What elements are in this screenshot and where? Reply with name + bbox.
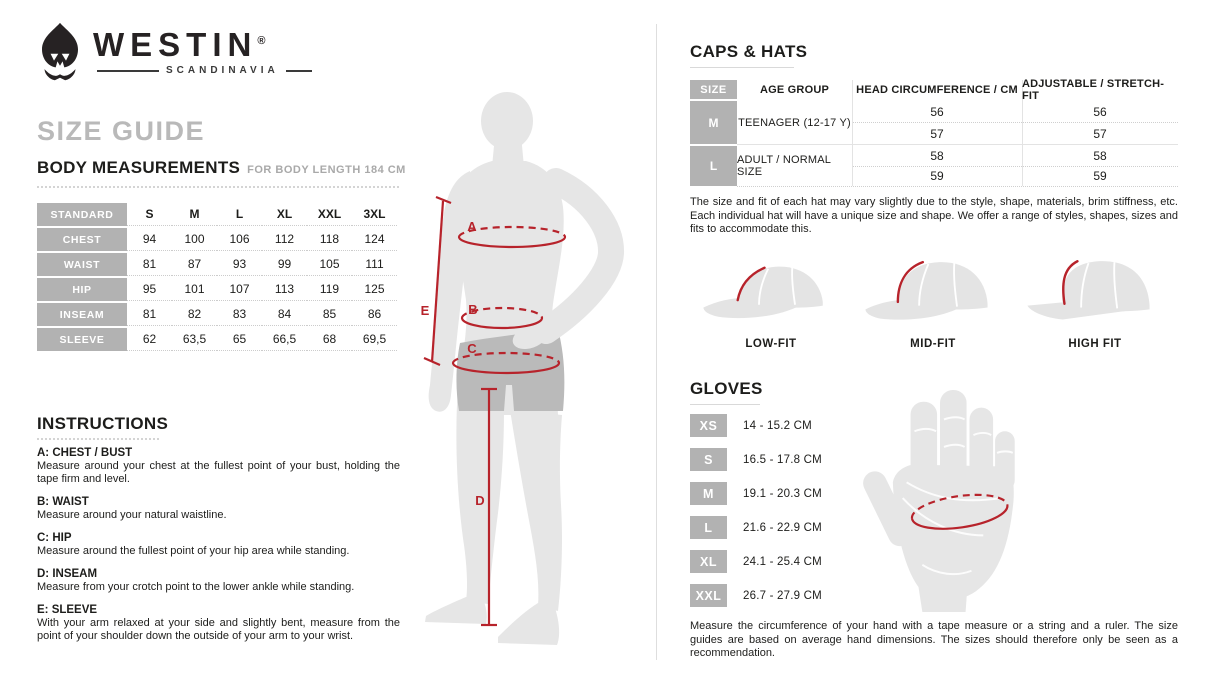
bm-header-xxl: XXL [307,203,352,226]
glove-size-badge: XXL [690,584,727,607]
bm-cell: 105 [307,253,352,276]
body-measurements-table [37,203,397,351]
bm-cell: 66,5 [262,328,307,351]
body-measurements-subtitle: FOR BODY LENGTH 184 CM [247,164,406,176]
bm-cell: 125 [352,278,397,301]
bm-row-hip-label: HIP [37,278,127,301]
bm-cell: 93 [217,253,262,276]
bm-cell: 87 [172,253,217,276]
ch-size-l: L [690,146,737,186]
glove-size-badge: M [690,482,727,505]
bm-cell: 107 [217,278,262,301]
instruction-chest [37,447,400,486]
cap-fit-label: HIGH FIT [1068,338,1122,350]
cap-fit-high [1014,252,1176,350]
column-divider [656,24,657,660]
bm-header-l: L [217,203,262,226]
bm-cell: 106 [217,228,262,251]
bm-row-sleeve-label: SLEEVE [37,328,127,351]
instruction-text: Measure around the fullest point of your hip area while standing. [37,545,350,557]
instruction-text: With your arm relaxed at your side and slightly bent, measure from the point of your shoulder down the outside of your arm to your wrist. [37,617,400,642]
gloves-note: Measure the circumference of your hand with a tape measure or a string and a ruler. The size guides are based on average hand dimensions. The sizes should therefore only be seen as a recommendation. [690,620,1178,659]
caps-hats-title: CAPS & HATS [690,42,808,61]
bm-cell: 84 [262,303,307,326]
bm-row-inseam-label: INSEAM [37,303,127,326]
ch-age-adult: ADULT / NORMAL SIZE [737,146,852,186]
marker-b: B [468,302,478,317]
bm-cell: 99 [262,253,307,276]
instruction-label: E: SLEEVE [37,604,98,616]
glove-size-badge: S [690,448,727,471]
low-fit-cap-icon [701,252,841,331]
bm-cell: 81 [127,303,172,326]
body-measurements-title: BODY MEASUREMENTS [37,158,241,177]
ch-value: 56 [1093,104,1107,119]
ch-value: 56 [930,104,944,119]
cap-fit-label: LOW-FIT [745,338,797,350]
bm-cell: 94 [127,228,172,251]
bm-cell: 86 [352,303,397,326]
bm-row-chest-label: CHEST [37,228,127,251]
bm-cell: 100 [172,228,217,251]
glove-row-s [690,448,822,471]
bm-cell: 65 [217,328,262,351]
marker-c: C [467,341,477,356]
page-title: SIZE GUIDE [37,116,206,146]
glove-row-xxl [690,584,822,607]
ch-header-age-group: AGE GROUP [759,83,830,96]
caps-hats-rule [690,67,794,68]
cap-fits-row [690,252,1178,350]
instruction-text: Measure from your crotch point to the lower ankle while standing. [37,581,355,593]
instruction-label: A: CHEST / BUST [37,447,133,459]
caps-hats-table [690,77,1178,187]
body-measurements-heading [37,158,406,178]
instruction-label: C: HIP [37,532,72,544]
instructions-list [37,447,400,653]
glove-size-range: 19.1 - 20.3 CM [743,487,822,500]
instruction-sleeve [37,604,400,643]
cap-fit-low [690,252,852,350]
registered-mark: ® [257,35,266,47]
glove-size-badge: XS [690,414,727,437]
glove-row-l [690,516,822,539]
marker-e: E [420,303,430,318]
brand-name: WESTIN [93,26,258,63]
body-measurements-rule [37,186,399,188]
westin-spearhead-icon [35,22,85,87]
instructions-rule [37,438,159,440]
cap-fit-label: MID-FIT [910,338,956,350]
brand-subtitle: SCANDINAVIA [166,65,279,76]
bm-header-xl: XL [262,203,307,226]
glove-row-xs [690,414,822,437]
bm-cell: 69,5 [352,328,397,351]
glove-size-badge: L [690,516,727,539]
instruction-waist [37,496,400,522]
ch-header-head-circumference: HEAD CIRCUMFERENCE / CM [856,83,1018,96]
marker-d: D [475,493,485,508]
subtitle-line-left [97,70,159,72]
bm-cell: 83 [217,303,262,326]
ch-value: 58 [1093,148,1107,163]
brand-subtitle-row [97,65,312,76]
bm-cell: 112 [262,228,307,251]
gloves-size-list [690,414,822,618]
bm-row-waist-label: WAIST [37,253,127,276]
high-fit-cap-icon [1025,252,1165,331]
bm-cell: 111 [352,253,397,276]
bm-cell: 85 [307,303,352,326]
bm-header-standard: STANDARD [37,203,127,226]
bm-cell: 95 [127,278,172,301]
brand-wordmark [93,24,312,62]
gloves-title: GLOVES [690,379,763,398]
bm-cell: 118 [307,228,352,251]
glove-size-range: 21.6 - 22.9 CM [743,521,822,534]
table-dotted-line [737,186,1178,187]
bm-header-m: M [172,203,217,226]
bm-cell: 113 [262,278,307,301]
ch-size-m: M [690,101,737,144]
bm-cell: 101 [172,278,217,301]
subtitle-line-right [286,70,312,72]
caps-hats-note: The size and fit of each hat may vary slightly due to the style, shape, materials, brim stiffness, etc. Each individual hat will have a unique size and shape. We offer a range of styles, shapes, sizes and fits to accommodate this. [690,196,1178,235]
bm-cell: 119 [307,278,352,301]
glove-row-xl [690,550,822,573]
bm-header-3xl: 3XL [352,203,397,226]
marker-a: A [467,219,477,234]
glove-row-m [690,482,822,505]
bm-cell: 62 [127,328,172,351]
ch-value: 57 [1093,126,1107,141]
bm-cell: 82 [172,303,217,326]
ch-age-teenager: TEENAGER (12-17 Y) [737,101,852,144]
gloves-rule [690,404,760,405]
bm-cell: 68 [307,328,352,351]
ch-value: 59 [930,169,944,183]
hand-illustration [862,388,1022,619]
ch-value: 57 [930,126,944,141]
ch-header-size: SIZE [690,80,737,99]
glove-size-range: 24.1 - 25.4 CM [743,555,822,568]
glove-size-range: 16.5 - 17.8 CM [743,453,822,466]
body-figure-illustration [410,85,660,675]
bm-header-s: S [127,203,172,226]
instructions-title: INSTRUCTIONS [37,414,169,433]
glove-size-badge: XL [690,550,727,573]
instruction-text: Measure around your natural waistline. [37,509,227,521]
mid-fit-cap-icon [863,252,1003,331]
brand-logo [35,22,312,87]
instruction-hip [37,532,400,558]
bm-cell: 81 [127,253,172,276]
ch-value: 58 [930,148,944,163]
glove-size-range: 14 - 15.2 CM [743,419,812,432]
cap-fit-mid [852,252,1014,350]
ch-value: 59 [1093,169,1107,183]
ch-header-adjustable: ADJUSTABLE / STRETCH-FIT [1022,77,1165,102]
instruction-text: Measure around your chest at the fullest point of your bust, holding the tape firm and level. [37,460,400,485]
instruction-inseam [37,568,400,594]
glove-size-range: 26.7 - 27.9 CM [743,589,822,602]
instruction-label: D: INSEAM [37,568,98,580]
bm-cell: 124 [352,228,397,251]
bm-cell: 63,5 [172,328,217,351]
instruction-label: B: WAIST [37,496,89,508]
